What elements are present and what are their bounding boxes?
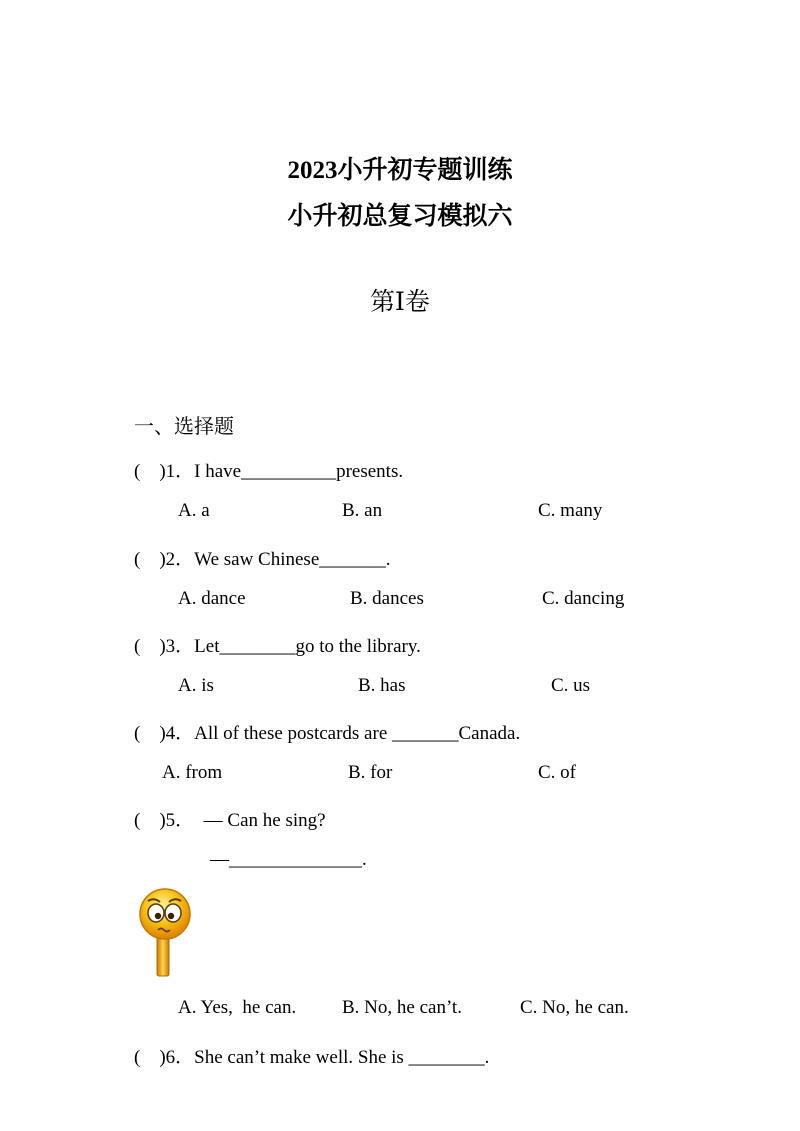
q5-answer-line: —______________.	[210, 849, 367, 870]
question-5: ( )5． — Can he sing?	[134, 810, 326, 831]
q1-option-c: C. many	[538, 500, 603, 521]
q1-option-a: A. a	[178, 500, 210, 521]
q5-option-b: B. No, he can’t.	[342, 997, 462, 1018]
q2-option-c: C. dancing	[542, 588, 625, 609]
q5-option-a: A. Yes, he can.	[178, 997, 297, 1018]
q2-option-b: B. dances	[350, 588, 424, 609]
question-6: ( )6．She can’t make well. She is ________.	[134, 1047, 490, 1068]
q3-option-a: A. is	[178, 675, 214, 696]
question-3: ( )3．Let________go to the library.	[134, 636, 421, 657]
page-title: 2023小升初专题训练	[287, 157, 513, 184]
question-4: ( )4．All of these postcards are _______Canada.	[134, 723, 521, 744]
q3-option-c: C. us	[551, 675, 591, 696]
q4-option-a: A. from	[162, 762, 223, 783]
q1-option-b: B. an	[342, 500, 383, 521]
page-subtitle: 小升初总复习模拟六	[287, 203, 513, 230]
q4-option-c: C. of	[538, 762, 576, 783]
q2-option-a: A. dance	[178, 588, 246, 609]
volume-heading: 第Ⅰ卷	[370, 289, 430, 316]
worried-face-image	[136, 888, 196, 978]
q3-option-b: B. has	[358, 675, 406, 696]
q5-option-c: C. No, he can.	[520, 997, 629, 1018]
question-1: ( )1．I have__________presents.	[134, 461, 404, 482]
worried-face-icon	[136, 888, 196, 978]
q4-option-b: B. for	[348, 762, 393, 783]
question-2: ( )2．We saw Chinese_______.	[134, 549, 391, 570]
section-heading: 一、选择题	[134, 416, 234, 438]
